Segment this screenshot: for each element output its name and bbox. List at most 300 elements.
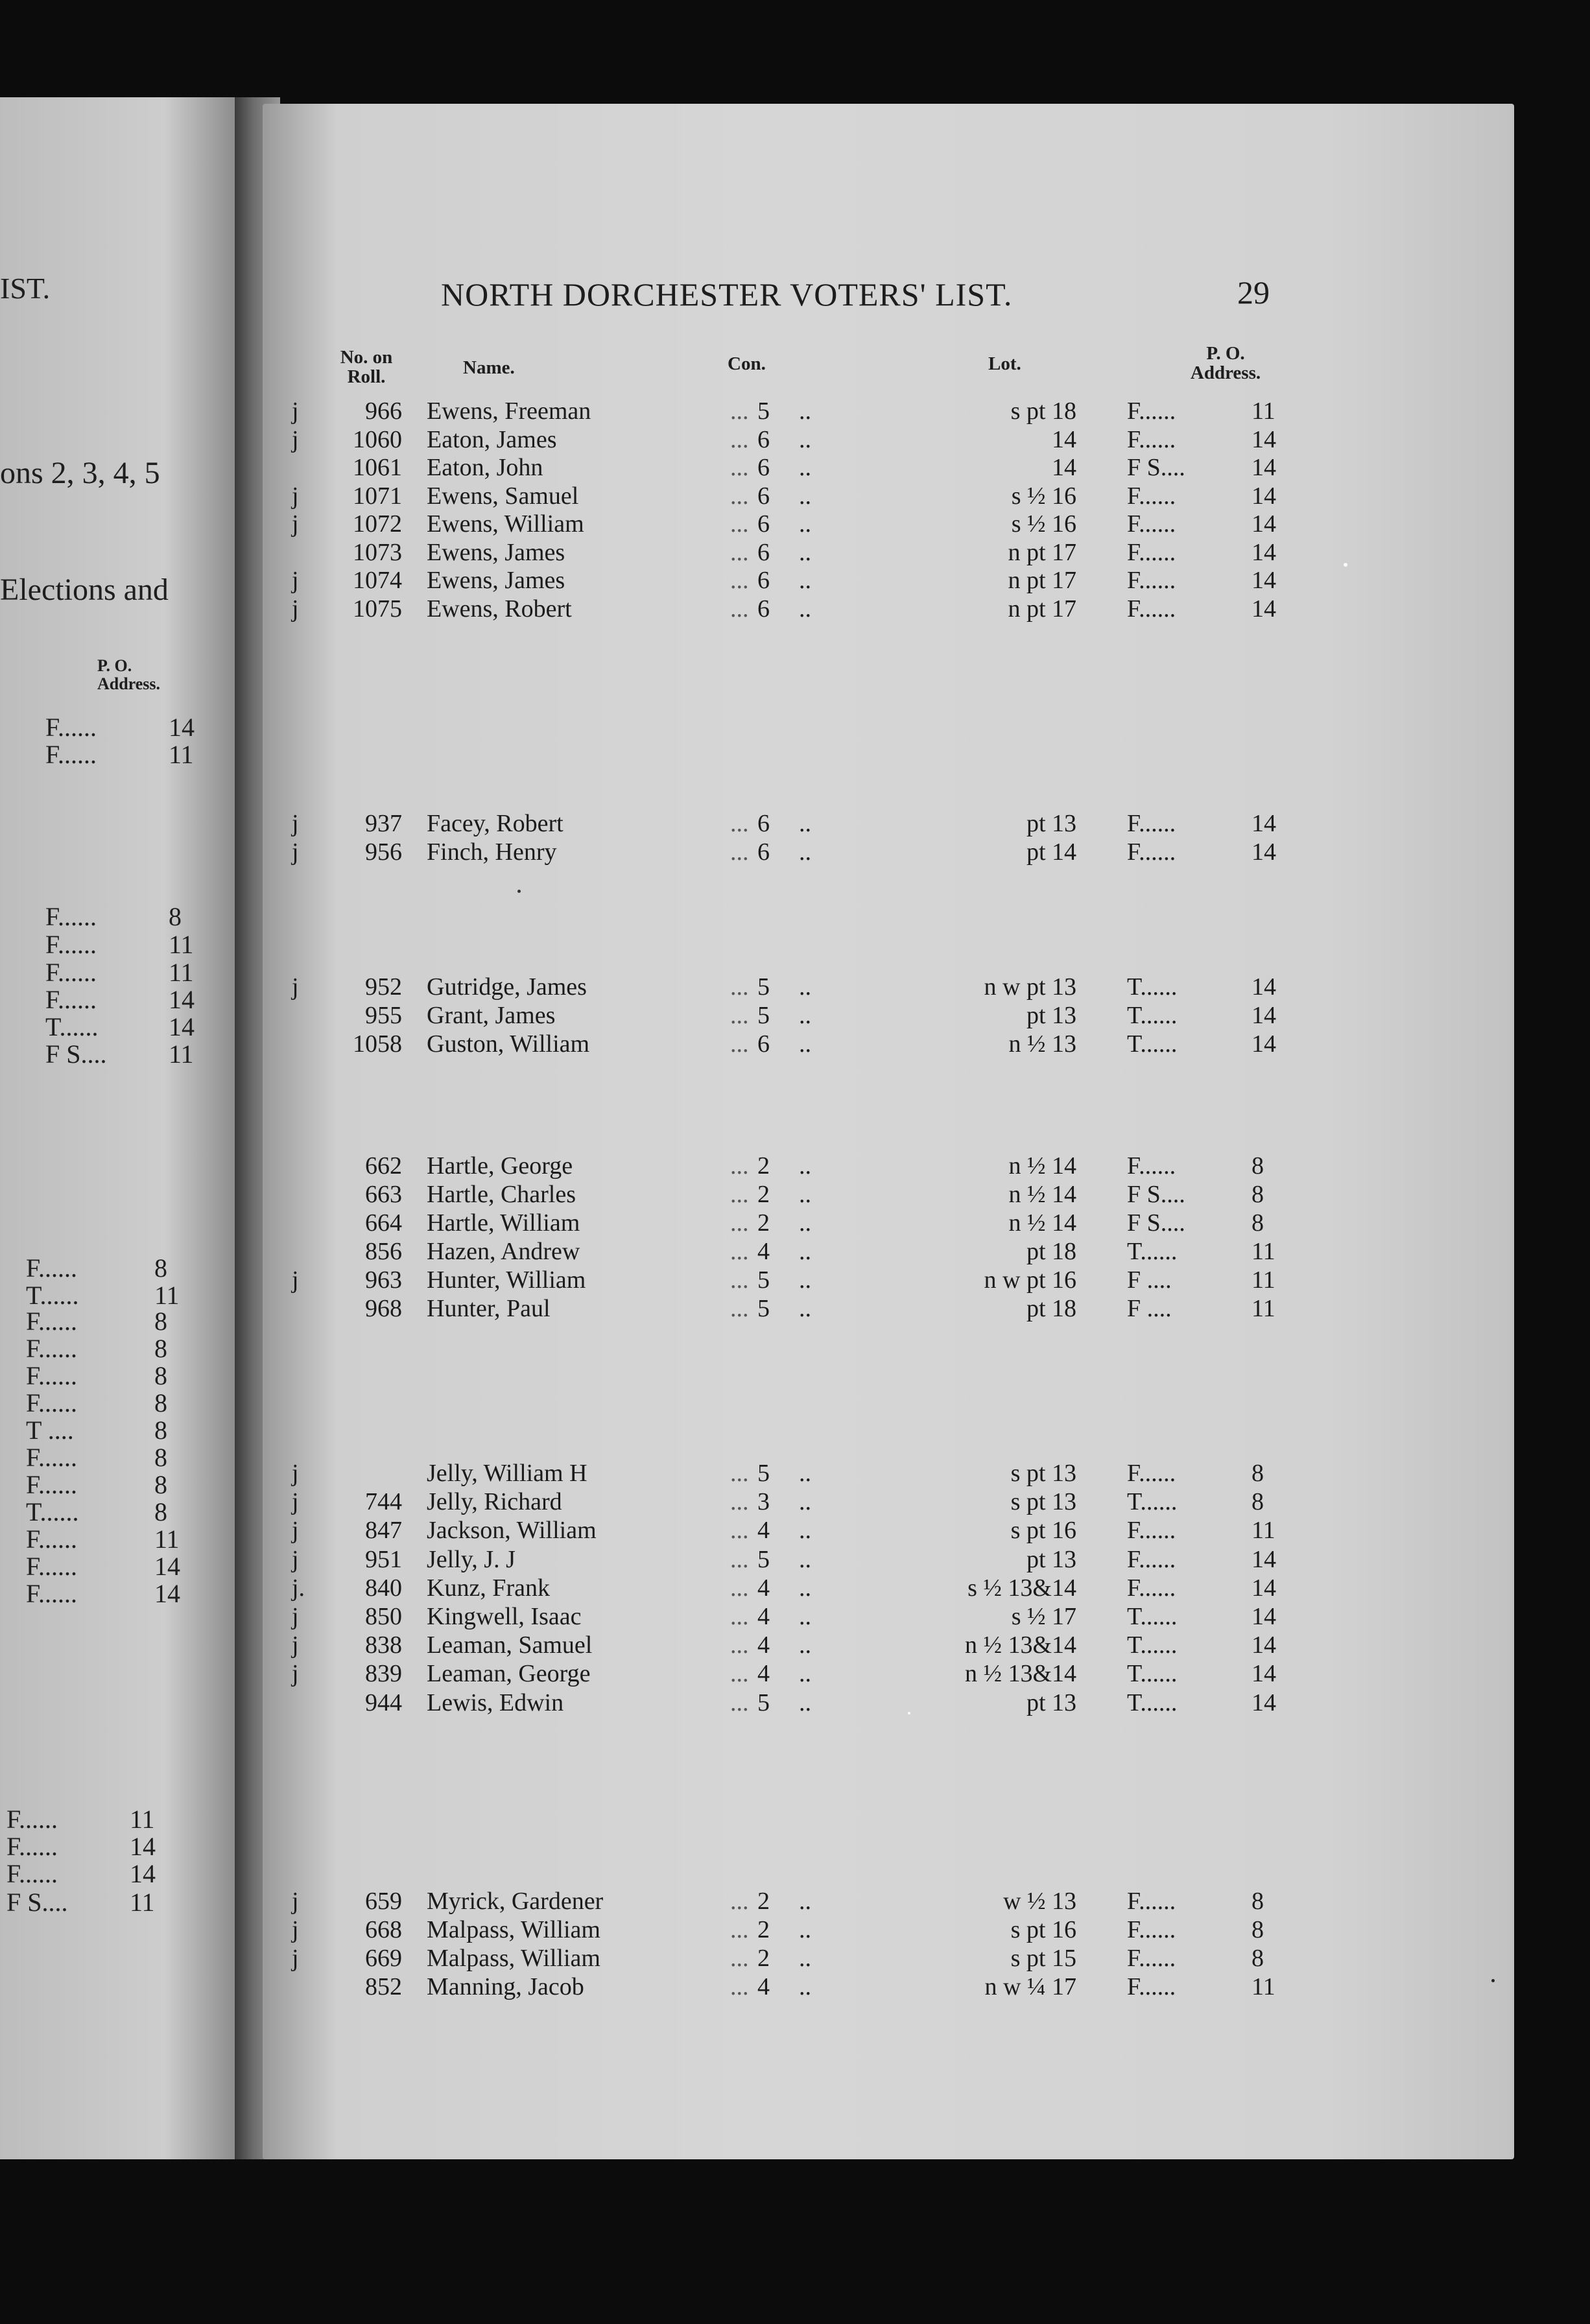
roll-number: 662 xyxy=(365,1152,402,1180)
leader-dots: ... xyxy=(730,1945,749,1972)
po-address: F...... xyxy=(1127,425,1176,453)
con-dots: .. xyxy=(799,454,811,481)
left-po-header-2: Address. xyxy=(97,674,161,693)
leader-dots: ... xyxy=(730,1209,749,1237)
concession: 6 xyxy=(757,838,770,866)
leader-dots: ... xyxy=(730,1460,749,1487)
con-dots: .. xyxy=(799,397,811,425)
lot: s ½ 13&14 xyxy=(967,1574,1076,1602)
leader-dots: ... xyxy=(730,482,749,510)
lot: 14 xyxy=(1052,454,1076,481)
juror-mark: j xyxy=(292,973,299,1001)
left-po-entry: F...... xyxy=(26,1334,78,1363)
scan-speck xyxy=(1491,1979,1495,1982)
po-number: 8 xyxy=(1252,1916,1264,1943)
voter-name: Eaton, James xyxy=(427,425,557,453)
voter-row xyxy=(0,1516,1362,1545)
concession: 3 xyxy=(757,1488,770,1516)
po-number: 11 xyxy=(1252,397,1276,425)
lot: pt 18 xyxy=(1026,1238,1076,1265)
page-title: NORTH DORCHESTER VOTERS' LIST. xyxy=(441,276,1013,313)
concession: 6 xyxy=(757,567,770,594)
con-dots: .. xyxy=(799,1660,811,1688)
lot: w ½ 13 xyxy=(1003,1888,1076,1915)
po-address: F S.... xyxy=(1127,454,1185,481)
leader-dots: ... xyxy=(730,973,749,1001)
voter-name: Grant, James xyxy=(427,1002,556,1029)
po-number: 14 xyxy=(1252,567,1276,594)
col-header-name: Name. xyxy=(463,357,515,378)
con-dots: .. xyxy=(799,973,811,1001)
roll-number: 1061 xyxy=(353,454,402,481)
po-number: 14 xyxy=(1252,1030,1276,1058)
con-dots: .. xyxy=(799,1545,811,1573)
voter-name: Eaton, John xyxy=(427,454,543,481)
juror-mark: j xyxy=(292,1488,299,1516)
left-po-number: 8 xyxy=(169,902,182,931)
voter-name: Manning, Jacob xyxy=(427,1973,584,2000)
juror-mark: j xyxy=(292,425,299,453)
po-address: F...... xyxy=(1127,1545,1176,1573)
left-po-number: 11 xyxy=(130,1888,155,1917)
voter-name: Guston, William xyxy=(427,1030,590,1058)
left-po-entry: F...... xyxy=(45,740,97,769)
concession: 6 xyxy=(757,595,770,622)
left-po-entry: T .... xyxy=(26,1416,74,1445)
roll-number: 668 xyxy=(365,1916,402,1943)
left-po-number: 11 xyxy=(154,1524,180,1554)
lot: n ½ 13&14 xyxy=(964,1660,1076,1688)
con-dots: .. xyxy=(799,482,811,510)
po-number: 14 xyxy=(1252,1660,1276,1688)
lot: s pt 16 xyxy=(1010,1517,1076,1545)
left-po-entry: F...... xyxy=(6,1832,58,1861)
concession: 2 xyxy=(757,1888,770,1915)
leader-dots: ... xyxy=(730,810,749,837)
leader-dots: ... xyxy=(730,397,749,425)
lot: s pt 13 xyxy=(1010,1460,1076,1487)
concession: 5 xyxy=(757,1460,770,1487)
lot: n ½ 13&14 xyxy=(964,1631,1076,1659)
concession: 4 xyxy=(757,1660,770,1688)
con-dots: .. xyxy=(799,1460,811,1487)
juror-mark: j xyxy=(292,1545,299,1573)
roll-number: 944 xyxy=(365,1689,402,1716)
po-number: 8 xyxy=(1252,1488,1264,1516)
po-number: 11 xyxy=(1252,1266,1276,1294)
lot: s pt 15 xyxy=(1010,1945,1076,1972)
voter-row xyxy=(0,1030,1362,1058)
po-address: T...... xyxy=(1127,1488,1178,1516)
left-po-entry: T...... xyxy=(26,1497,79,1526)
voter-name: Kunz, Frank xyxy=(427,1574,550,1602)
leader-dots: ... xyxy=(730,1238,749,1265)
juror-mark: j xyxy=(292,1888,299,1915)
concession: 4 xyxy=(757,1517,770,1545)
voter-name: Leaman, George xyxy=(427,1660,591,1688)
po-address: T...... xyxy=(1127,1689,1178,1716)
concession: 6 xyxy=(757,538,770,566)
leader-dots: ... xyxy=(730,510,749,538)
lot: s ½ 16 xyxy=(1011,482,1076,510)
voter-row xyxy=(0,510,1362,538)
voter-name: Hartle, George xyxy=(427,1152,573,1180)
concession: 2 xyxy=(757,1152,770,1180)
con-dots: .. xyxy=(799,1916,811,1943)
lot: n ½ 14 xyxy=(1008,1209,1076,1237)
po-address: T...... xyxy=(1127,1238,1178,1265)
po-number: 8 xyxy=(1252,1460,1264,1487)
lot: 14 xyxy=(1052,425,1076,453)
roll-number: 669 xyxy=(365,1945,402,1972)
left-po-number: 8 xyxy=(154,1388,167,1417)
voter-name: Ewens, Freeman xyxy=(427,397,591,425)
col-header-con: Con. xyxy=(728,353,766,374)
left-po-number: 11 xyxy=(169,930,194,959)
lot: n pt 17 xyxy=(1008,595,1076,622)
roll-number: 966 xyxy=(365,397,402,425)
concession: 5 xyxy=(757,1266,770,1294)
juror-mark: j. xyxy=(292,1574,305,1602)
po-number: 14 xyxy=(1252,1631,1276,1659)
po-number: 14 xyxy=(1252,482,1276,510)
voter-row xyxy=(0,1237,1362,1266)
po-address: T...... xyxy=(1127,1030,1178,1058)
left-po-entry: F S.... xyxy=(6,1888,68,1917)
concession: 6 xyxy=(757,482,770,510)
voter-row xyxy=(0,1266,1362,1294)
left-po-entry: T...... xyxy=(45,1012,99,1041)
roll-number: 951 xyxy=(365,1545,402,1573)
voter-row xyxy=(0,1574,1362,1602)
po-address: T...... xyxy=(1127,1660,1178,1688)
con-dots: .. xyxy=(799,567,811,594)
po-address: F...... xyxy=(1127,1152,1176,1180)
po-number: 8 xyxy=(1252,1181,1264,1208)
voter-row xyxy=(0,809,1362,838)
voter-name: Ewens, James xyxy=(427,567,565,594)
page-number: 29 xyxy=(1237,274,1270,311)
juror-mark: j xyxy=(292,1945,299,1972)
con-dots: .. xyxy=(799,1488,811,1516)
po-number: 8 xyxy=(1252,1152,1264,1180)
voter-name: Malpass, William xyxy=(427,1916,600,1943)
po-number: 14 xyxy=(1252,425,1276,453)
left-page-heading: IST. xyxy=(0,272,51,305)
left-po-number: 11 xyxy=(169,1039,194,1069)
leader-dots: ... xyxy=(730,1488,749,1516)
lot: pt 13 xyxy=(1026,1002,1076,1029)
juror-mark: j xyxy=(292,397,299,425)
roll-number: 968 xyxy=(365,1295,402,1322)
po-number: 14 xyxy=(1252,1689,1276,1716)
left-po-number: 8 xyxy=(154,1253,167,1283)
voter-name: Ewens, William xyxy=(427,510,584,538)
po-number: 8 xyxy=(1252,1209,1264,1237)
con-dots: .. xyxy=(799,1295,811,1322)
voter-name: Hazen, Andrew xyxy=(427,1238,580,1265)
voter-name: Jelly, William H xyxy=(427,1460,587,1487)
po-number: 8 xyxy=(1252,1945,1264,1972)
juror-mark: j xyxy=(292,1603,299,1630)
po-number: 11 xyxy=(1252,1973,1276,2000)
left-po-entry: F...... xyxy=(26,1524,78,1554)
lot: s pt 18 xyxy=(1010,397,1076,425)
col-header-po xyxy=(1180,344,1271,383)
con-dots: .. xyxy=(799,1002,811,1029)
left-po-entry: F...... xyxy=(26,1253,78,1283)
concession: 6 xyxy=(757,454,770,481)
con-dots: .. xyxy=(799,1574,811,1602)
voter-name: Finch, Henry xyxy=(427,838,557,866)
voter-row xyxy=(0,453,1362,482)
lot: n ½ 14 xyxy=(1008,1152,1076,1180)
voter-row xyxy=(0,1209,1362,1237)
lot: n ½ 13 xyxy=(1008,1030,1076,1058)
voter-name: Ewens, Robert xyxy=(427,595,572,622)
voter-name: Hartle, William xyxy=(427,1209,580,1237)
left-po-entry: F S.... xyxy=(45,1039,107,1069)
juror-mark: j xyxy=(292,1460,299,1487)
lot: pt 18 xyxy=(1026,1295,1076,1322)
juror-mark: j xyxy=(292,510,299,538)
po-address: F S.... xyxy=(1127,1181,1185,1208)
roll-number: 663 xyxy=(365,1181,402,1208)
roll-number: 847 xyxy=(365,1517,402,1545)
po-address: T...... xyxy=(1127,1631,1178,1659)
left-po-number: 8 xyxy=(154,1361,167,1390)
lot: n pt 17 xyxy=(1008,567,1076,594)
po-address: F...... xyxy=(1127,838,1176,866)
col-header-lot: Lot. xyxy=(988,353,1021,374)
voter-row xyxy=(0,1545,1362,1574)
voter-row xyxy=(0,1915,1362,1944)
con-dots: .. xyxy=(799,1517,811,1545)
left-po-entry: F...... xyxy=(45,713,97,742)
concession: 6 xyxy=(757,425,770,453)
con-dots: .. xyxy=(799,1152,811,1180)
left-po-number: 14 xyxy=(154,1552,180,1581)
juror-mark: j xyxy=(292,1916,299,1943)
juror-mark: j xyxy=(292,482,299,510)
con-dots: .. xyxy=(799,1181,811,1208)
po-address: F...... xyxy=(1127,510,1176,538)
left-po-number: 8 xyxy=(154,1416,167,1445)
voter-row xyxy=(0,1459,1362,1488)
lot: s pt 13 xyxy=(1010,1488,1076,1516)
roll-number: 1058 xyxy=(353,1030,402,1058)
con-dots: .. xyxy=(799,1689,811,1716)
left-po-number: 8 xyxy=(154,1470,167,1499)
concession: 5 xyxy=(757,1002,770,1029)
con-dots: .. xyxy=(799,1603,811,1630)
col-header-roll-line-2: Roll. xyxy=(347,366,386,387)
lot: pt 13 xyxy=(1026,810,1076,837)
left-po-number: 14 xyxy=(169,1012,195,1041)
po-number: 14 xyxy=(1252,973,1276,1001)
voter-name: Leaman, Samuel xyxy=(427,1631,593,1659)
po-address: F...... xyxy=(1127,1574,1176,1602)
po-address: F...... xyxy=(1127,538,1176,566)
juror-mark: j xyxy=(292,1631,299,1659)
voter-row xyxy=(0,1001,1362,1030)
roll-number: 937 xyxy=(365,810,402,837)
leader-dots: ... xyxy=(730,538,749,566)
con-dots: .. xyxy=(799,1209,811,1237)
left-page-line-2: Elections and xyxy=(0,573,169,607)
roll-number: 856 xyxy=(365,1238,402,1265)
concession: 4 xyxy=(757,1238,770,1265)
juror-mark: j xyxy=(292,1266,299,1294)
po-number: 14 xyxy=(1252,810,1276,837)
lot: n pt 17 xyxy=(1008,538,1076,566)
lot: n ½ 14 xyxy=(1008,1181,1076,1208)
leader-dots: ... xyxy=(730,1888,749,1915)
leader-dots: ... xyxy=(730,1181,749,1208)
concession: 6 xyxy=(757,510,770,538)
po-address: F...... xyxy=(1127,1460,1176,1487)
left-po-header-1: P. O. xyxy=(97,656,132,675)
roll-number: 955 xyxy=(365,1002,402,1029)
leader-dots: ... xyxy=(730,567,749,594)
left-po-entry: F...... xyxy=(26,1552,78,1581)
leader-dots: ... xyxy=(730,1660,749,1688)
roll-number: 1075 xyxy=(353,595,402,622)
po-address: F...... xyxy=(1127,482,1176,510)
voter-row xyxy=(0,1659,1362,1688)
leader-dots: ... xyxy=(730,1030,749,1058)
po-number: 14 xyxy=(1252,454,1276,481)
left-po-entry: F...... xyxy=(26,1307,78,1336)
po-address: T...... xyxy=(1127,1603,1178,1630)
roll-number: 956 xyxy=(365,838,402,866)
roll-number: 839 xyxy=(365,1660,402,1688)
voter-name: Hunter, Paul xyxy=(427,1295,551,1322)
left-po-number: 8 xyxy=(154,1307,167,1336)
po-number: 14 xyxy=(1252,1603,1276,1630)
con-dots: .. xyxy=(799,425,811,453)
po-number: 11 xyxy=(1252,1517,1276,1545)
po-number: 14 xyxy=(1252,538,1276,566)
con-dots: .. xyxy=(799,1266,811,1294)
leader-dots: ... xyxy=(730,595,749,622)
con-dots: .. xyxy=(799,538,811,566)
left-po-number: 11 xyxy=(169,740,194,769)
lot: n w ¼ 17 xyxy=(984,1973,1076,2000)
left-po-entry: F...... xyxy=(26,1388,78,1417)
leader-dots: ... xyxy=(730,1689,749,1716)
po-address: F...... xyxy=(1127,1517,1176,1545)
con-dots: .. xyxy=(799,1238,811,1265)
voter-row xyxy=(0,397,1362,425)
leader-dots: ... xyxy=(730,1295,749,1322)
concession: 6 xyxy=(757,1030,770,1058)
voter-row xyxy=(0,1602,1362,1631)
lot: n w pt 16 xyxy=(984,1266,1076,1294)
juror-mark: j xyxy=(292,1660,299,1688)
left-page-line-1: ons 2, 3, 4, 5 xyxy=(0,456,160,490)
voter-row xyxy=(0,1488,1362,1516)
po-address: F...... xyxy=(1127,810,1176,837)
po-number: 11 xyxy=(1252,1238,1276,1265)
voter-name: Jelly, Richard xyxy=(427,1488,562,1516)
roll-number: 1074 xyxy=(353,567,402,594)
voter-row xyxy=(0,1973,1362,2001)
leader-dots: ... xyxy=(730,1152,749,1180)
roll-number: 838 xyxy=(365,1631,402,1659)
voter-row xyxy=(0,838,1362,866)
po-number: 8 xyxy=(1252,1888,1264,1915)
left-po-number: 8 xyxy=(154,1443,167,1472)
left-po-number: 8 xyxy=(154,1497,167,1526)
lot: pt 13 xyxy=(1026,1545,1076,1573)
left-po-entry: F...... xyxy=(6,1859,58,1888)
roll-number: 1072 xyxy=(353,510,402,538)
con-dots: .. xyxy=(799,810,811,837)
lot: pt 13 xyxy=(1026,1689,1076,1716)
leader-dots: ... xyxy=(730,1545,749,1573)
juror-mark: j xyxy=(292,595,299,622)
left-po-number: 14 xyxy=(154,1579,180,1608)
left-po-entry: F...... xyxy=(45,985,97,1014)
leader-dots: ... xyxy=(730,454,749,481)
po-address: T...... xyxy=(1127,1002,1178,1029)
juror-mark: j xyxy=(292,1517,299,1545)
leader-dots: ... xyxy=(730,425,749,453)
col-header-po-line-1: P. O. xyxy=(1206,343,1245,364)
con-dots: .. xyxy=(799,1030,811,1058)
lot: pt 14 xyxy=(1026,838,1076,866)
left-po-number: 11 xyxy=(154,1281,180,1310)
voter-row xyxy=(0,1689,1362,1717)
concession: 2 xyxy=(757,1945,770,1972)
con-dots: .. xyxy=(799,1973,811,2000)
roll-number: 744 xyxy=(365,1488,402,1516)
voter-name: Jackson, William xyxy=(427,1517,597,1545)
concession: 4 xyxy=(757,1631,770,1659)
roll-number: 840 xyxy=(365,1574,402,1602)
juror-mark: j xyxy=(292,838,299,866)
voter-name: Lewis, Edwin xyxy=(427,1689,564,1716)
leader-dots: ... xyxy=(730,1517,749,1545)
voter-name: Hunter, William xyxy=(427,1266,586,1294)
po-address: F S.... xyxy=(1127,1209,1185,1237)
concession: 5 xyxy=(757,1689,770,1716)
voter-row xyxy=(0,595,1362,623)
roll-number: 963 xyxy=(365,1266,402,1294)
po-address: T...... xyxy=(1127,973,1178,1001)
roll-number: 850 xyxy=(365,1603,402,1630)
left-po-number: 14 xyxy=(169,985,195,1014)
concession: 5 xyxy=(757,1545,770,1573)
roll-number: 952 xyxy=(365,973,402,1001)
roll-number: 852 xyxy=(365,1973,402,2000)
left-po-entry: F...... xyxy=(6,1805,58,1834)
left-po-number: 14 xyxy=(169,713,195,742)
voter-name: Kingwell, Isaac xyxy=(427,1603,582,1630)
voter-row xyxy=(0,1180,1362,1209)
po-address: F...... xyxy=(1127,1945,1176,1972)
po-address: F .... xyxy=(1127,1295,1172,1322)
leader-dots: ... xyxy=(730,1603,749,1630)
leader-dots: ... xyxy=(730,1916,749,1943)
left-po-entry: F...... xyxy=(26,1443,78,1472)
leader-dots: ... xyxy=(730,1002,749,1029)
voter-name: Jelly, J. J xyxy=(427,1545,516,1573)
po-address: F...... xyxy=(1127,567,1176,594)
roll-number: 1071 xyxy=(353,482,402,510)
voter-row xyxy=(0,1294,1362,1323)
